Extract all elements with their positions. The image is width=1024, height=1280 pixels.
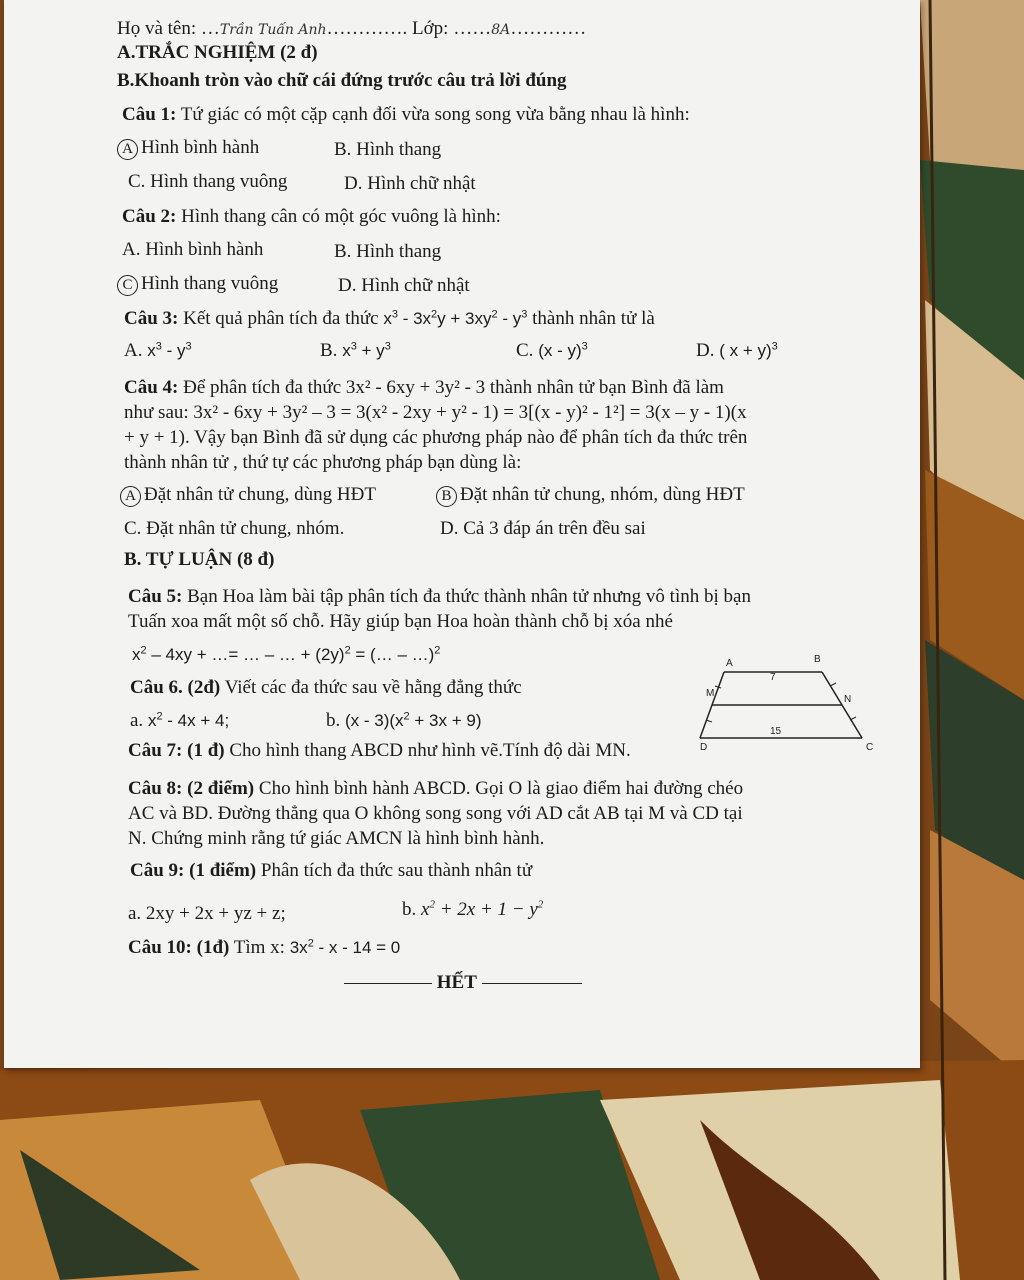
q2-option-c: C Hình thang vuông — [117, 273, 278, 296]
label-n: N — [844, 694, 852, 705]
q1-option-a: A Hình bình hành — [117, 137, 259, 160]
section-a-title: A.TRẮC NGHIỆM (2 đ) — [117, 42, 318, 63]
question-1-label: Câu 1: — [122, 104, 177, 125]
q2-option-b: B. Hình thang — [334, 241, 442, 262]
q1-option-c: C. Hình thang vuông — [128, 171, 288, 192]
section-a-instruction: B.Khoanh tròn vào chữ cái đứng trước câu trả lời đúng — [117, 70, 567, 91]
exam-paper — [4, 0, 920, 1068]
label-d: D — [700, 742, 708, 753]
trapezoid-figure — [694, 650, 884, 760]
question-2 — [122, 206, 501, 228]
label-c: C — [866, 742, 874, 753]
question-5-label: Câu 5: — [128, 586, 183, 607]
question-8-label: Câu 8: (2 điểm) — [128, 778, 255, 799]
q4-option-d: D. Cả 3 đáp án trên đều sai — [440, 518, 646, 539]
question-4-line-2: như sau: 3x² - 6xy + 3y² – 3 = 3(x² - 2xy + y² - 1) = 3[(x - y)² - 1²] = 3(x – y - 1)(x — [124, 402, 747, 423]
question-9-label: Câu 9: (1 điểm) — [130, 860, 257, 881]
label-m: M — [706, 688, 715, 699]
question-9: Câu 9: (1 điểm) Phân tích đa thức sau thành nhân tử — [130, 860, 533, 881]
label-a: A — [726, 658, 733, 669]
q6-part-a: a. $x^2 - 4x + 4$; — [130, 710, 230, 731]
q2-option-a: A. Hình bình hành — [122, 239, 264, 260]
q6-part-b: b. $(x - 3)(x^2 + 3x + 9)$ — [326, 710, 482, 731]
circled-answer-mark: A — [117, 139, 138, 160]
class-handwritten: 8A — [491, 22, 511, 38]
question-10: Câu 10: (1đ) Tìm x: $3x^2 - x - 14 = 0$ — [128, 937, 401, 958]
section-b-title: B. TỰ LUẬN (8 đ) — [124, 549, 275, 570]
label-bottom-length: 15 — [770, 726, 782, 737]
q3-option-d: D. ( x + y)$^3$ — [696, 340, 778, 361]
question-3-label: Câu 3: — [124, 308, 179, 329]
q3-option-a: A. $x^3 - y^3$ — [124, 340, 192, 361]
question-7: Câu 7: (1 đ) Cho hình thang ABCD như hình vẽ.Tính độ dài MN. — [128, 740, 631, 761]
question-4-label: Câu 4: — [124, 377, 179, 398]
question-1 — [122, 104, 690, 126]
question-3: Câu 3: Kết quả phân tích đa thức $x^3 - 3x^2y + 3xy^2 - y^3$ thành nhân tử là — [124, 308, 655, 329]
q4-option-c: C. Đặt nhân tử chung, nhóm. — [124, 518, 345, 539]
q1-option-b: B. Hình thang — [334, 139, 442, 160]
question-8-line-2: AC và BD. Đường thẳng qua O không song song với AD cắt AB tại M và CD tại — [128, 803, 743, 824]
question-8-line-3: N. Chứng minh rằng tứ giác AMCN là hình bình hành. — [128, 828, 545, 849]
question-5-line-2: Tuấn xoa mất một số chỗ. Hãy giúp bạn Hoa hoàn thành chỗ bị xóa nhé — [128, 611, 673, 632]
question-6-label: Câu 6. (2đ) — [130, 677, 221, 698]
q9-part-a: a. 2xy + 2x + yz + z; — [128, 903, 286, 924]
q4-option-a: A Đặt nhân tử chung, dùng HĐT — [120, 484, 376, 507]
question-8: Câu 8: (2 điểm) Cho hình bình hành ABCD. Gọi O là giao điểm hai đường chéo — [128, 778, 744, 799]
q1-option-d: D. Hình chữ nhật — [344, 173, 476, 194]
class-label: Lớp: — [412, 18, 449, 39]
question-1-text: Tứ giác có một cặp cạnh đối vừa song song vừa bằng nhau là hình: — [180, 104, 690, 125]
q3-option-b: B. $x^3 + y^3$ — [320, 340, 391, 361]
circled-answer-mark: A — [120, 486, 141, 507]
student-info: Họ và tên: …Trần Tuấn Anh…………. Lớp: ……8A………… — [117, 18, 587, 39]
question-10-label: Câu 10: (1đ) — [128, 937, 230, 958]
polynomial-expression: $x^3 - 3x^2y + 3xy^2 - y^3$ — [383, 308, 528, 328]
question-5: Câu 5: Bạn Hoa làm bài tập phân tích đa thức thành nhân tử nhưng vô tình bị bạn — [128, 586, 751, 607]
q3-option-c: C. (x - y)$^3$ — [516, 340, 588, 361]
question-4-line-4: thành nhân tử , thứ tự các phương pháp bạn dùng là: — [124, 452, 522, 473]
label-top-length: 7 — [770, 672, 776, 683]
question-2-label: Câu 2: — [122, 206, 177, 227]
q2-option-d: D. Hình chữ nhật — [338, 275, 470, 296]
question-4-line-3: + y + 1). Vậy bạn Bình đã sử dụng các phương pháp nào để phân tích đa thức trên — [124, 427, 748, 448]
circled-answer-mark: B — [436, 486, 457, 507]
name-label: Họ và tên: — [117, 18, 197, 39]
name-handwritten: Trần Tuấn Anh — [219, 22, 327, 38]
question-6: Câu 6. (2đ) Viết các đa thức sau về hằng đẳng thức — [130, 677, 522, 698]
q4-option-b: B Đặt nhân tử chung, nhóm, dùng HĐT — [436, 484, 745, 507]
question-5-expression: $x^2 - 4xy$ + …= … – … + $(2y)^2$ = (… – …)$^2$ — [132, 644, 441, 664]
question-7-label: Câu 7: (1 đ) — [128, 740, 225, 761]
label-b: B — [814, 654, 821, 665]
end-marker: HẾT — [344, 972, 582, 994]
question-2-text: Hình thang cân có một góc vuông là hình: — [181, 206, 501, 227]
question-4: Câu 4: Để phân tích đa thức 3x² - 6xy + 3y² - 3 thành nhân tử bạn Bình đã làm — [124, 377, 724, 398]
circled-answer-mark: C — [117, 275, 138, 296]
q9-part-b: b. $x^2 + 2x + 1 - y^2$ — [402, 898, 544, 920]
